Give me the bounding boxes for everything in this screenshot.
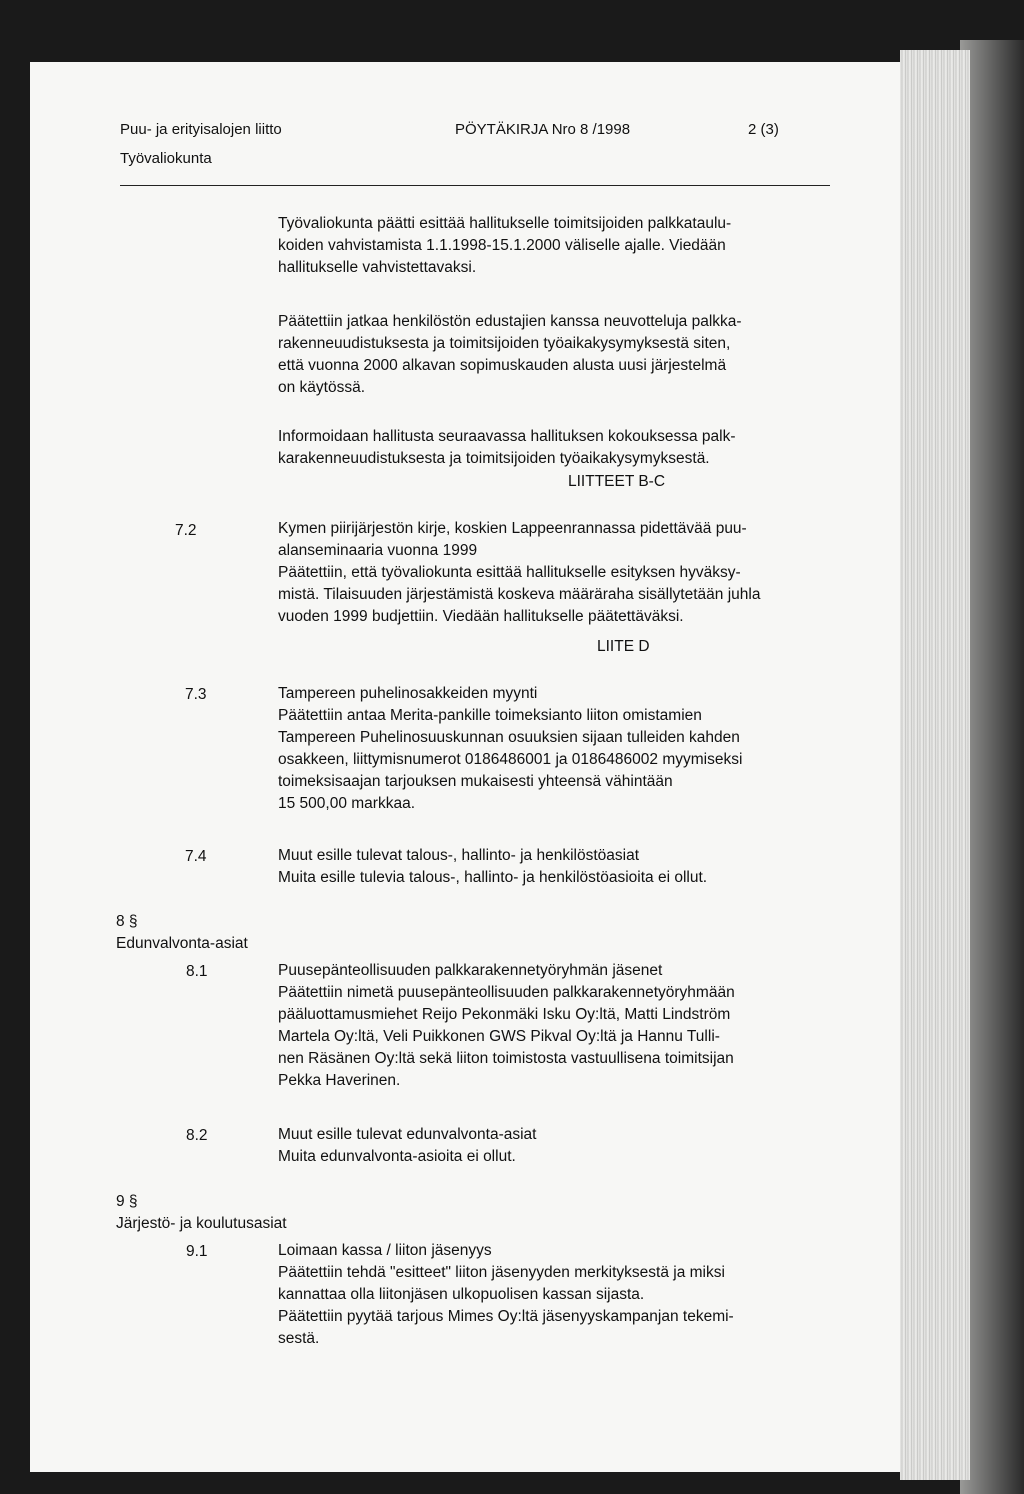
item-8-1-text bbox=[278, 960, 735, 1092]
text-line: Tampereen Puhelinosuuskunnan osuuksien sijaan tulleiden kahden bbox=[278, 729, 740, 746]
section-number: 9 § bbox=[116, 1193, 138, 1210]
text-line: Työvaliokunta päätti esittää hallitukselle toimitsijoiden palkkataulu- bbox=[278, 215, 732, 232]
section-title: Edunvalvonta-asiat bbox=[116, 935, 248, 952]
header-org: Puu- ja erityisalojen liitto bbox=[120, 121, 282, 138]
item-9-1-text bbox=[278, 1240, 734, 1350]
text-line: hallitukselle vahvistettavaksi. bbox=[278, 259, 477, 276]
text-line: koiden vahvistamista 1.1.1998-15.1.2000 väliselle ajalle. Viedään bbox=[278, 237, 726, 254]
item-number-7-3: 7.3 bbox=[185, 686, 207, 703]
section-9-heading bbox=[116, 1191, 287, 1235]
text-line: Muut esille tulevat talous-, hallinto- ja henkilöstöasiat bbox=[278, 847, 639, 864]
text-line: Päätettiin pyytää tarjous Mimes Oy:ltä jäsenyyskampanjan tekemi- bbox=[278, 1308, 734, 1325]
text-line: Loimaan kassa / liiton jäsenyys bbox=[278, 1242, 492, 1259]
text-line: Päätettiin jatkaa henkilöstön edustajien kanssa neuvotteluja palkka- bbox=[278, 313, 742, 330]
header-page-number: 2 (3) bbox=[748, 121, 779, 138]
section-8-heading bbox=[116, 911, 248, 955]
section-title: Järjestö- ja koulutusasiat bbox=[116, 1215, 287, 1232]
text-line: toimeksisaajan tarjouksen mukaisesti yhteensä vähintään bbox=[278, 773, 673, 790]
text-line: Päätettiin, että työvaliokunta esittää hallitukselle esityksen hyväksy- bbox=[278, 564, 741, 581]
text-line: karakenneuudistuksesta ja toimitsijoiden työaikakysymyksestä. bbox=[278, 450, 710, 467]
text-line: Muita edunvalvonta-asioita ei ollut. bbox=[278, 1148, 516, 1165]
text-line: alanseminaaria vuonna 1999 bbox=[278, 542, 478, 559]
paragraph-negotiations bbox=[278, 311, 742, 399]
header-rule bbox=[120, 185, 830, 186]
text-line: rakenneuudistuksesta ja toimitsijoiden työaikakysymyksestä siten, bbox=[278, 335, 731, 352]
page-stack-edge bbox=[900, 50, 970, 1480]
section-number: 8 § bbox=[116, 913, 138, 930]
text-line: Kymen piirijärjestön kirje, koskien Lappeenrannassa pidettävää puu- bbox=[278, 520, 747, 537]
text-line: Päätettiin tehdä "esitteet" liiton jäsenyyden merkityksestä ja miksi bbox=[278, 1264, 725, 1281]
text-line: Tampereen puhelinosakkeiden myynti bbox=[278, 685, 538, 702]
text-line: Päätettiin nimetä puusepänteollisuuden palkkarakennetyöryhmään bbox=[278, 984, 735, 1001]
text-line: Martela Oy:ltä, Veli Puikkonen GWS Pikval Oy:ltä ja Hannu Tulli- bbox=[278, 1028, 720, 1045]
text-line: on käytössä. bbox=[278, 379, 366, 396]
text-line: Puusepänteollisuuden palkkarakennetyöryhmän jäsenet bbox=[278, 962, 663, 979]
text-line: nen Räsänen Oy:ltä sekä liiton toimistosta vastuullisena toimitsijan bbox=[278, 1050, 734, 1067]
item-7-4-text bbox=[278, 845, 707, 889]
text-line: Muut esille tulevat edunvalvonta-asiat bbox=[278, 1126, 537, 1143]
text-line: 15 500,00 markkaa. bbox=[278, 795, 416, 812]
attachment-ref-d: LIITE D bbox=[597, 638, 650, 655]
text-line: kannattaa olla liitonjäsen ulkopuolisen kassan sijasta. bbox=[278, 1286, 645, 1303]
text-line: Päätettiin antaa Merita-pankille toimeksianto liiton omistamien bbox=[278, 707, 702, 724]
text-line: osakkeen, liittymisnumerot 0186486001 ja 0186486002 myymiseksi bbox=[278, 751, 743, 768]
item-7-3-text bbox=[278, 683, 742, 815]
paragraph-salary-tables bbox=[278, 213, 731, 279]
item-number-9-1: 9.1 bbox=[186, 1243, 208, 1260]
item-number-8-2: 8.2 bbox=[186, 1127, 208, 1144]
header-doc-number: PÖYTÄKIRJA Nro 8 /1998 bbox=[455, 121, 631, 138]
text-line: Muita esille tulevia talous-, hallinto- ja henkilöstöasioita ei ollut. bbox=[278, 869, 708, 886]
item-8-2-text bbox=[278, 1124, 536, 1168]
text-line: sestä. bbox=[278, 1330, 320, 1347]
item-number-8-1: 8.1 bbox=[186, 963, 208, 980]
item-number-7-2: 7.2 bbox=[175, 522, 197, 539]
attachment-ref-b-c: LIITTEET B-C bbox=[568, 473, 666, 490]
text-line: mistä. Tilaisuuden järjestämistä koskeva määräraha sisällytetään juhla bbox=[278, 586, 761, 603]
text-line: että vuonna 2000 alkavan sopimuskauden alusta uusi järjestelmä bbox=[278, 357, 727, 374]
paragraph-inform-board bbox=[278, 426, 736, 470]
text-line: Pekka Haverinen. bbox=[278, 1072, 401, 1089]
item-7-2-text bbox=[278, 518, 760, 628]
header-unit: Työvaliokunta bbox=[120, 150, 212, 167]
item-number-7-4: 7.4 bbox=[185, 848, 207, 865]
text-line: pääluottamusmiehet Reijo Pekonmäki Isku Oy:ltä, Matti Lindström bbox=[278, 1006, 731, 1023]
text-line: Informoidaan hallitusta seuraavassa hallituksen kokouksessa palk- bbox=[278, 428, 736, 445]
text-line: vuoden 1999 budjettiin. Viedään hallitukselle päätettäväksi. bbox=[278, 608, 684, 625]
